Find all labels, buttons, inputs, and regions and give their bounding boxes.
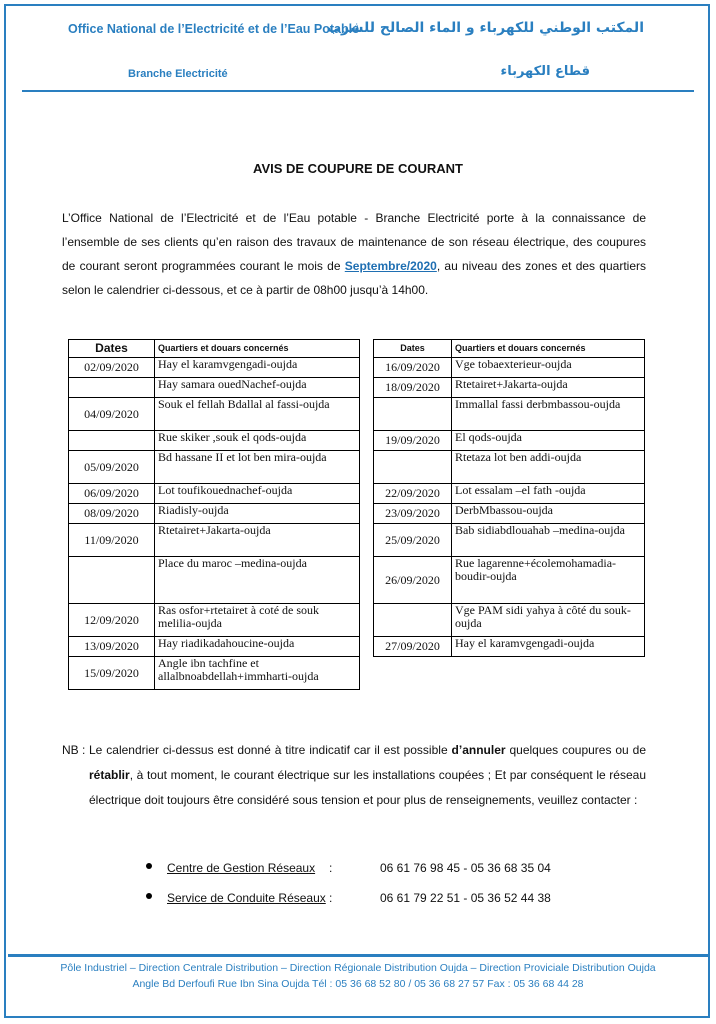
date-cell: 05/09/2020 [69,451,155,484]
table-row [374,431,645,451]
schedule-table-right [373,339,645,657]
intro-paragraph [62,206,646,302]
footer-divider [8,954,708,957]
table-row [374,484,645,504]
date-cell [374,398,452,431]
contact-separator: : [329,861,333,875]
nb-label: NB : [62,743,86,757]
date-cell: 27/09/2020 [374,637,452,657]
contact-name: Centre de Gestion Réseaux [167,861,316,875]
area-cell: Hay el karamvgengadi-oujda [452,637,645,657]
date-cell: 23/09/2020 [374,504,452,524]
area-cell: Place du maroc –medina-oujda [155,557,360,604]
area-cell: Riadisly-oujda [155,504,360,524]
branch-name-fr: Branche Electricité [128,68,228,80]
nb-emphasis-restore: rétablir [89,768,130,782]
bullet-icon [146,893,152,899]
footer-line-2: Angle Bd Derfoufi Rue Ibn Sina Oujda Tél : 05 36 68 52 80 / 05 36 68 27 57 Fax : 05 36 68 44 28 [132,978,584,990]
table-row [69,378,360,398]
area-cell: Hay el karamvgengadi-oujda [155,358,360,378]
table-row [69,604,360,637]
org-name-ar: المكتب الوطني للكهرباء و الماء الصالح للشرب [326,20,644,36]
area-cell: Immallal fassi derbmbassou-oujda [452,398,645,431]
date-cell: 26/09/2020 [374,557,452,604]
table-row [69,484,360,504]
intro-text-after: , au niveau des zones et des quartiers selon le calendrier ci-dessous, et ce à partir de 08h00 jusqu’à 14h00. [62,259,646,297]
area-cell: Lot toufikouednachef-oujda [155,484,360,504]
table-row [374,358,645,378]
nb-text [89,738,646,813]
schedule-table-left [68,339,360,690]
page-title: AVIS DE COUPURE DE COURANT [253,161,463,176]
intro-text-before: L’Office National de l’Electricité et de l’Eau potable - Branche Electricité porte à la connaissance de l’ensemble de ses clients qu’en raison des travaux de maintenance de son réseau électrique, des coupures de courant seront programmées courant le mois de [62,211,646,273]
table-row [374,557,645,604]
col-header-areas: Quartiers et douars concernés [155,340,360,358]
nb-text-part: , à tout moment, le courant électrique sur les installations coupées ; Et par conséquent le réseau électrique doit toujours être considéré sous tension et pour plus de renseignements, veuillez contacter : [89,768,646,807]
col-header-dates: Dates [374,340,452,358]
date-cell: 12/09/2020 [69,604,155,637]
area-cell: El qods-oujda [452,431,645,451]
footer-line-1: Pôle Industriel – Direction Centrale Distribution – Direction Régionale Distribution Oujda – Direction Proviciale Distribution Oujda [60,962,656,974]
date-cell: 16/09/2020 [374,358,452,378]
date-cell [374,604,452,637]
date-cell: 22/09/2020 [374,484,452,504]
table-row [374,604,645,637]
table-row [69,451,360,484]
area-cell: Rue skiker ,souk el qods-oujda [155,431,360,451]
nb-text-part: quelques coupures ou de [505,743,646,757]
area-cell: DerbMbassou-oujda [452,504,645,524]
date-cell: 06/09/2020 [69,484,155,504]
table-row [69,557,360,604]
org-name-fr: Office National de l’Electricité et de l’Eau Potable [68,22,360,36]
area-cell: Angle ibn tachfine et allalbnoabdellah+immharti-oujda [155,657,360,690]
date-cell: 13/09/2020 [69,637,155,657]
table-header-row [69,340,360,358]
area-cell: Souk el fellah Bdallal al fassi-oujda [155,398,360,431]
date-cell [374,451,452,484]
area-cell: Bd hassane II et lot ben mira-oujda [155,451,360,484]
area-cell: Hay samara ouedNachef-oujda [155,378,360,398]
header-divider [22,90,694,92]
table-row [374,451,645,484]
area-cell: Bab sidiabdlouahab –medina-oujda [452,524,645,557]
col-header-areas: Quartiers et douars concernés [452,340,645,358]
date-cell: 19/09/2020 [374,431,452,451]
contact-name: Service de Conduite Réseaux [167,891,326,905]
contact-phones: 06 61 76 98 45 - 05 36 68 35 04 [380,861,551,875]
date-cell: 18/09/2020 [374,378,452,398]
date-cell [69,431,155,451]
table-row [69,358,360,378]
contact-separator: : [329,891,333,905]
col-header-dates: Dates [69,340,155,358]
date-cell [69,557,155,604]
nb-text-part: Le calendrier ci-dessus est donné à titre indicatif car il est possible [89,743,452,757]
table-row [69,524,360,557]
date-cell: 15/09/2020 [69,657,155,690]
date-cell: 02/09/2020 [69,358,155,378]
area-cell: Rtetairet+Jakarta-oujda [452,378,645,398]
table-row [374,637,645,657]
area-cell: Hay riadikadahoucine-oujda [155,637,360,657]
area-cell: Lot essalam –el fath -oujda [452,484,645,504]
date-cell [69,378,155,398]
area-cell: Rtetaza lot ben addi-oujda [452,451,645,484]
date-cell: 08/09/2020 [69,504,155,524]
area-cell: Vge tobaexterieur-oujda [452,358,645,378]
table-row [69,637,360,657]
table-header-row [374,340,645,358]
contact-phones: 06 61 79 22 51 - 05 36 52 44 38 [380,891,551,905]
month-highlight: Septembre/2020 [344,259,437,273]
table-row [69,431,360,451]
table-row [69,398,360,431]
date-cell: 11/09/2020 [69,524,155,557]
branch-name-ar: قطاع الكهرباء [500,64,590,79]
area-cell: Vge PAM sidi yahya à côté du souk-oujda [452,604,645,637]
nb-note [62,738,646,813]
table-row [374,524,645,557]
area-cell: Rue lagarenne+écolemohamadia-boudir-oujda [452,557,645,604]
table-row [69,657,360,690]
table-row [374,504,645,524]
table-row [374,398,645,431]
area-cell: Ras osfor+rtetairet à coté de souk melilia-oujda [155,604,360,637]
nb-emphasis-cancel: d’annuler [451,743,506,757]
table-row [374,378,645,398]
date-cell: 25/09/2020 [374,524,452,557]
bullet-icon [146,863,152,869]
date-cell: 04/09/2020 [69,398,155,431]
table-row [69,504,360,524]
area-cell: Rtetairet+Jakarta-oujda [155,524,360,557]
